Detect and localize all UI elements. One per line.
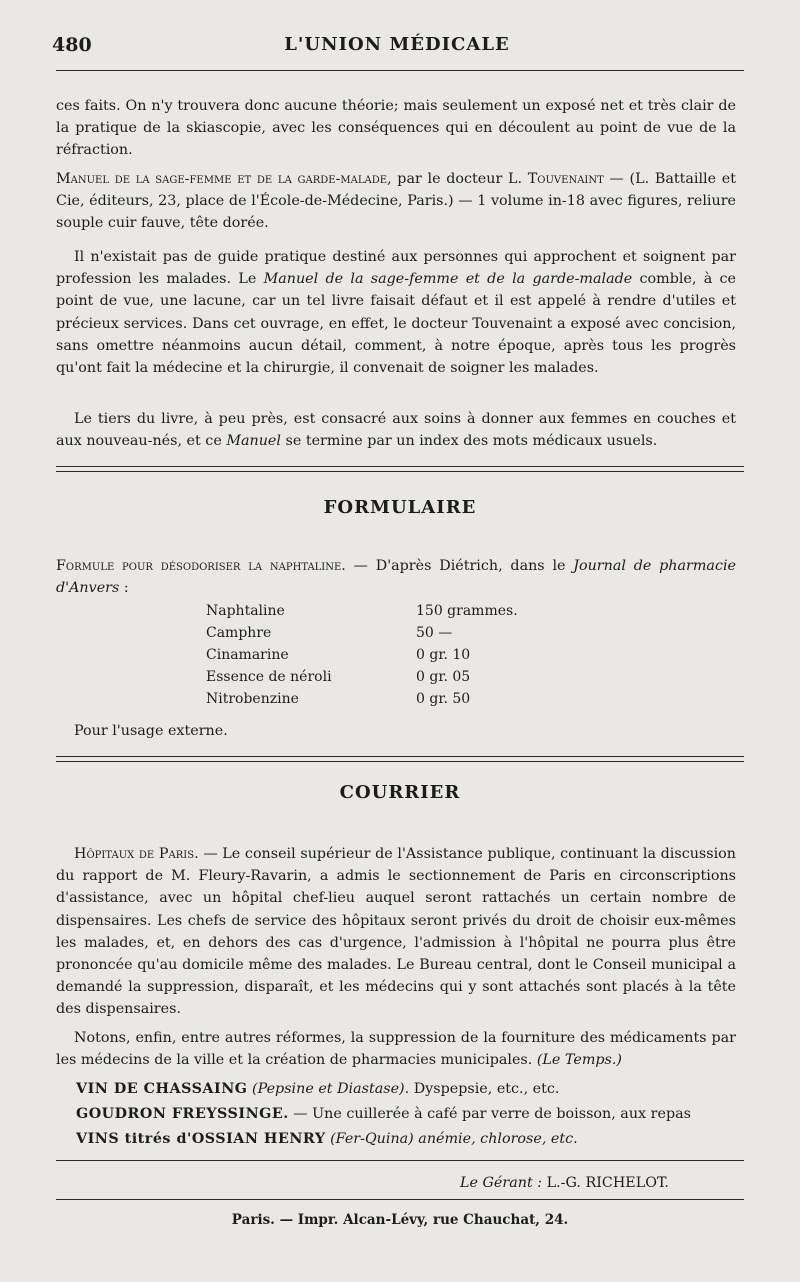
formula-colon: :	[119, 580, 129, 597]
recipe-list	[206, 600, 566, 710]
ad-name: VIN DE CHASSAING	[76, 1081, 248, 1097]
courrier-paragraph-2	[56, 1027, 736, 1071]
ingredient-name: Nitrobenzine	[206, 691, 299, 707]
ad-text: . Dyspepsie, etc., etc.	[404, 1081, 560, 1097]
running-header	[52, 34, 742, 64]
printer-line: Paris. — Impr. Alcan-Lévy, rue Chauchat, 24.	[231, 1212, 569, 1228]
header-rule	[56, 70, 744, 71]
ingredient-name: Naphtaline	[206, 603, 285, 619]
courrier-text: Notons, enfin, entre autres réformes, la suppression de la fourniture des médicaments par les médecins de la ville et la création de pharmacies municipales.	[56, 1030, 736, 1069]
formula-name: Formule pour désodoriser la naphtaline.	[56, 558, 346, 574]
formula-source: — D'après Diétrich, dans le	[345, 558, 574, 574]
ingredient-qty: 150 grammes.	[416, 603, 518, 619]
recipe-row	[206, 688, 566, 710]
formula-usage: Pour l'usage externe.	[74, 723, 228, 739]
section-rule	[56, 466, 744, 467]
formulaire-heading: FORMULAIRE	[323, 497, 477, 518]
ingredient-qty: 0 gr. 50	[416, 691, 471, 707]
review-text: Le tiers du livre, à peu près, est consacré aux soins à donner aux femmes en couches et aux nouveau-nés, et ce	[56, 411, 736, 450]
ingredient-qty: 0 gr. 10	[416, 647, 471, 663]
section-rule	[56, 761, 744, 762]
courrier-paragraph-1	[56, 843, 736, 1021]
ad-text: — Une cuillerée à café par verre de boisson, aux repas	[288, 1106, 691, 1122]
formula-title	[56, 555, 736, 599]
advertisement	[76, 1128, 736, 1150]
review-text: comble, à ce point de vue, une lacune, car un tel livre faisait défaut et il est appelé à rendre d'utiles et précieux services. Dans cet ouvrage, en effet, le docteur Touvenaint a exposé avec concision, sans omettre néanmoins aucun détail, comment, à notre époque, après tous les progrès qu'ont fait la médecine et la chirurgie, il convenait de soigner les malades.	[56, 271, 736, 377]
review-paragraph-2	[56, 408, 736, 452]
book-by: par le docteur	[391, 171, 509, 187]
page-number: 480	[52, 34, 92, 56]
review-text: se termine par un index des mots médicaux usuels.	[280, 433, 658, 450]
review-book-title: Manuel de la sage-femme et de la garde-malade	[263, 271, 633, 288]
section-rule	[56, 756, 744, 757]
advertisement	[76, 1103, 736, 1125]
advertisement	[76, 1078, 736, 1100]
book-notice	[56, 168, 736, 235]
recipe-row	[206, 622, 566, 644]
signature-name: L.-G. RICHELOT.	[542, 1175, 669, 1191]
ingredient-qty: 0 gr. 05	[416, 669, 471, 685]
courrier-text: — Le conseil supérieur de l'Assistance publique, continuant la discussion du rapport de M. Fleury-Ravarin, a admis le sectionnement de Paris en circonscriptions d'assistance, avec un hôpital chef-lieu auquel seront rattachés un certain nombre de dispensaires. Les chefs de service des hôpitaux seront privés du droit de choisir eux-mêmes les malades, et, en dehors des cas d'urgence, l'admission à l'hôpital ne pourra plus être prononcée qu'au domicile même des malades. Le Bureau central, dont le Conseil municipal a demandé la suppression, disparaît, et les médecins qui y sont attachés sont placés à la tête des dispensaires.	[56, 846, 736, 1018]
review-book-short: Manuel	[226, 433, 281, 450]
ingredient-name: Cinamarine	[206, 647, 289, 663]
review-paragraph-1	[56, 246, 736, 379]
footer-rule	[56, 1199, 744, 1200]
ad-name: VINS titrés d'OSSIAN HENRY	[76, 1131, 326, 1147]
ingredient-name: Essence de néroli	[206, 669, 332, 685]
signature	[460, 1175, 669, 1191]
ad-text: anémie, chlorose, etc.	[413, 1131, 578, 1147]
footer-rule	[56, 1160, 744, 1161]
section-rule	[56, 471, 744, 472]
review-text: Il n'existait pas de guide pratique destiné aux personnes qui approchent et soignent par profession les malades. Le	[56, 249, 736, 288]
recipe-row	[206, 600, 566, 622]
book-author: L. Touvenaint	[508, 171, 604, 187]
courrier-source: (Le Temps.)	[536, 1052, 622, 1069]
book-title: Manuel de la sage-femme et de la garde-malade,	[56, 171, 392, 187]
recipe-row	[206, 644, 566, 666]
ad-paren: (Fer-Quina)	[330, 1131, 414, 1147]
ad-paren: (Pepsine et Diastase)	[252, 1081, 405, 1097]
signature-label: Le Gérant :	[460, 1175, 543, 1191]
intro-paragraph: ces faits. On n'y trouvera donc aucune théorie; mais seulement un exposé net et très clair de la pratique de la skiascopie, avec les conséquences qui en découlent au point de vue de la réfraction.	[56, 98, 736, 159]
book-details: — (L. Battaille et Cie, éditeurs, 23, place de l'École-de-Médecine, Paris.) — 1 volume in-18 avec figures, reliure souple cuir fauve, tête dorée.	[56, 171, 736, 232]
courrier-lead: Hôpitaux de Paris.	[74, 846, 199, 862]
ingredient-name: Camphre	[206, 625, 272, 641]
journal-title: L'UNION MÉDICALE	[284, 34, 510, 55]
courrier-heading: COURRIER	[339, 782, 461, 803]
formula-journal: Journal de pharmacie d'Anvers	[56, 558, 736, 597]
recipe-row	[206, 666, 566, 688]
ingredient-qty: 50 —	[416, 625, 453, 641]
ad-name: GOUDRON FREYSSINGE.	[76, 1106, 289, 1122]
